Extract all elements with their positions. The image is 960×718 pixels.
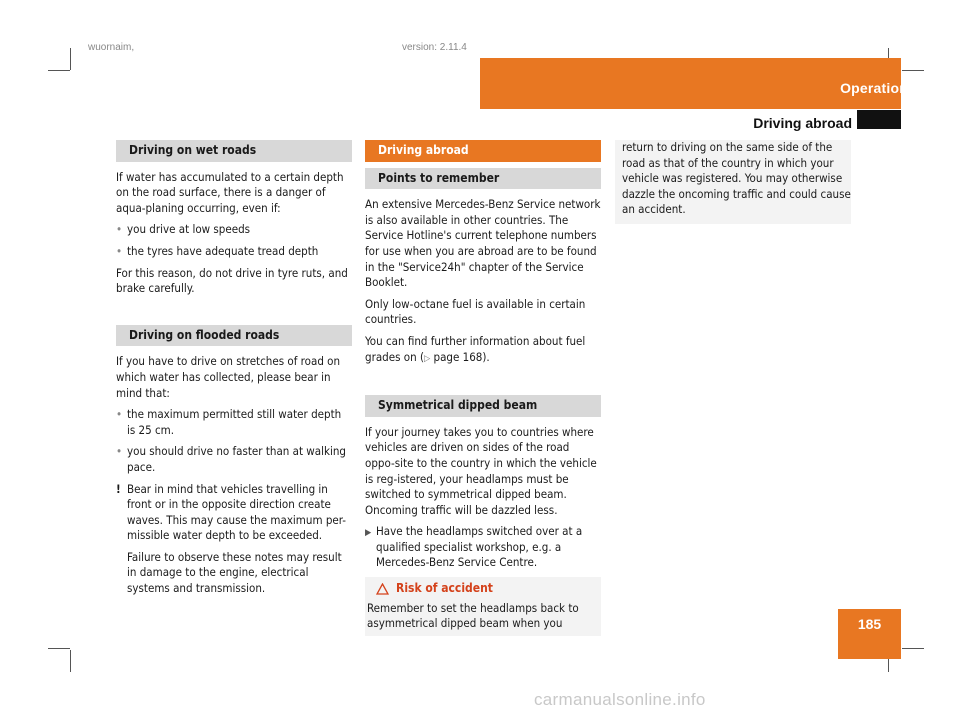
note-continued: Failure to observe these notes may result in damage to the engine, electrical systems and transmission. xyxy=(127,549,342,596)
list-item: • you drive at low speeds xyxy=(116,222,251,237)
warning-text: Remember to set the headlamps back to asymmetrical dipped beam when you xyxy=(367,600,579,631)
watermark: carmanualsonline.info xyxy=(534,690,706,709)
exclamation-icon: ! xyxy=(116,481,121,496)
subsection-marker xyxy=(857,110,901,129)
warning-continued: return to driving on the same side of the road as that of the country in which your vehicle was registered. You may otherwise dazzle the oncoming traffic and could cause an accident. xyxy=(615,140,851,224)
list-item: • the tyres have adequate tread depth xyxy=(116,243,319,258)
paragraph: Only low-octane fuel is available in certain countries. xyxy=(365,296,586,327)
crop-mark xyxy=(48,70,70,71)
print-meta-left: wuornaim, xyxy=(88,42,135,53)
crop-mark xyxy=(902,648,924,649)
warning-triangle-icon xyxy=(376,583,389,595)
bullet-icon: • xyxy=(116,222,123,237)
warning-title: Risk of accident xyxy=(365,581,601,597)
paragraph: If your journey takes you to countries where vehicles are driven on sides of the road oppo-site to the country in which the vehicle is reg-istered, your headlamps must be switched to symmetrical dipped beam. Oncoming traffic will be dazzled less. xyxy=(365,424,597,517)
column-1 xyxy=(116,140,352,603)
heading-flooded-roads: Driving on flooded roads xyxy=(116,325,352,347)
paragraph: An extensive Mercedes-Benz Service network is also available in other countries. The Service Hotline's current telephone numbers for use when you are abroad are to be found in the "Service24h" chapter of the Service Booklet. xyxy=(365,197,601,290)
list-item: • the maximum permitted still water depth is 25 cm. xyxy=(116,407,342,437)
heading-points-to-remember: Points to remember xyxy=(365,168,601,190)
heading-wet-roads: Driving on wet roads xyxy=(116,140,352,162)
crop-mark xyxy=(48,648,70,649)
crop-mark xyxy=(902,70,924,71)
warning-box xyxy=(365,577,601,636)
instruction-step: ▶ Have the headlamps switched over at a qualified specialist workshop, e.g. a Mercedes-Benz Service Centre. xyxy=(365,524,583,570)
bullet-icon: • xyxy=(116,243,123,258)
paragraph: If water has accumulated to a certain depth on the road surface, there is a danger of aqua-planing occurring, even if: xyxy=(116,169,344,215)
paragraph: For this reason, do not drive in tyre ruts, and brake carefully. xyxy=(116,265,348,296)
page-ref-arrow-icon: ▷ xyxy=(423,353,431,364)
step-arrow-icon: ▶ xyxy=(365,528,372,539)
heading-symmetrical-dipped-beam: Symmetrical dipped beam xyxy=(365,395,601,417)
crop-mark xyxy=(70,650,71,672)
column-3 xyxy=(615,140,851,224)
bullet-icon: • xyxy=(116,407,123,422)
list-item: • you should drive no faster than at walking pace. xyxy=(116,444,346,474)
note: ! Bear in mind that vehicles travelling in front or in the opposite direction create waves. This may cause the maximum per-missible water depth to be exceeded. xyxy=(116,481,346,543)
page-number: 185 xyxy=(857,616,882,632)
bullet-icon: • xyxy=(116,444,123,459)
chapter-heading: Driving abroad xyxy=(365,140,601,162)
print-meta-right: version: 2.11.4 xyxy=(402,42,467,53)
crop-mark xyxy=(70,48,71,70)
section-tab xyxy=(480,58,901,109)
section-title: Operation xyxy=(840,80,908,96)
column-2 xyxy=(365,140,601,636)
paragraph: If you have to drive on stretches of road on which water has collected, please bear in mind that: xyxy=(116,354,341,400)
subsection-title: Driving abroad xyxy=(753,115,852,131)
paragraph: You can find further information about fuel grades on (▷ page 168). xyxy=(365,333,586,364)
